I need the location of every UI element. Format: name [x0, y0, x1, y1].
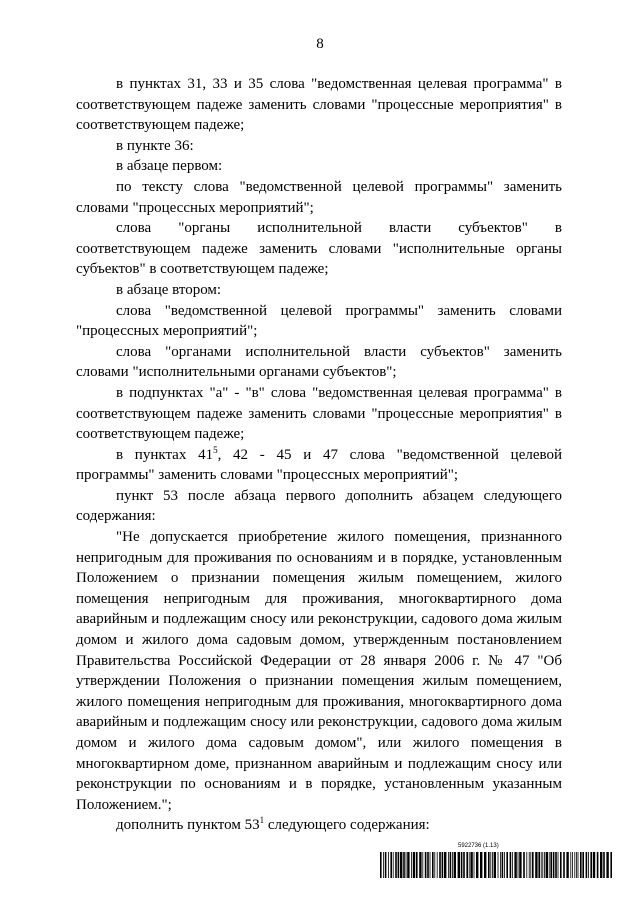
- paragraph: "Не допускается приобретение жилого помещения, признанного непригодным для проживания по основаниям и в порядке, установленным Положением о признании помещения жилым помещением, жилого помещения непригодным для проживания, многоквартирного дома аварийным и подлежащим сносу или реконструкции, садового дома жилым домом и жилого дома садовым домом, утвержденным постановлением Правительства Российской Федерации от 28 января 2006 г. № 47 "Об утверждении Положения о признании помещения жилым помещением, жилого помещения непригодным для проживания, многоквартирного дома аварийным и подлежащим сносу или реконструкции, садового дома жилым домом и жилого дома садовым домом", или жилого помещения в многоквартирном доме, признанном аварийным и подлежащим сносу или реконструкции по основаниям и в порядке, установленным указанным Положением.";: [76, 529, 562, 813]
- paragraph: в абзаце втором:: [116, 281, 222, 298]
- paragraph: в пункте 36:: [116, 137, 194, 154]
- paragraph: [76, 445, 562, 486]
- document-body: [76, 74, 562, 836]
- paragraph-text: в пунктах 41: [116, 446, 214, 463]
- paragraph: в абзаце первом:: [116, 158, 223, 175]
- paragraph: слова "органы исполнительной власти субъектов" в соответствующем падеже заменить словами "исполнительные органы субъектов" в соответствующем падеже;: [76, 220, 562, 278]
- paragraph: в пунктах 31, 33 и 35 слова "ведомственная целевая программа" в соответствующем падеже заменить словами "процессные мероприятия" в соответствующем падеже;: [76, 76, 562, 134]
- document-footer: [380, 843, 612, 883]
- paragraph: пункт 53 после абзаца первого дополнить абзацем следующего содержания:: [76, 487, 562, 525]
- page-number: 8: [316, 36, 324, 52]
- paragraph: слова "ведомственной целевой программы" заменить словами "процессных мероприятий";: [76, 302, 562, 340]
- paragraph: по тексту слова "ведомственной целевой программы" заменить словами "процессных мероприятий";: [76, 178, 562, 216]
- barcode-icon: [380, 852, 612, 878]
- paragraph-text: дополнить пунктом 53: [116, 817, 260, 834]
- superscript: 5: [213, 444, 218, 455]
- paragraph-text: , 42 - 45 и 47 слова "ведомственной целевой программы" заменить словами "процессных мероприятий";: [76, 446, 562, 484]
- paragraph: в подпунктах "а" - "в" слова "ведомственная целевая программа" в соответствующем падеже заменить словами "процессные мероприятия" в соответствующем падеже;: [76, 384, 562, 443]
- paragraph: слова "органами исполнительной власти субъектов" заменить словами "исполнительными органами субъектов";: [76, 343, 562, 381]
- superscript: 1: [259, 815, 265, 826]
- paragraph-text: следующего содержания:: [264, 817, 430, 834]
- paragraph: [76, 815, 562, 836]
- document-code: 5922736 (1.13): [458, 843, 499, 849]
